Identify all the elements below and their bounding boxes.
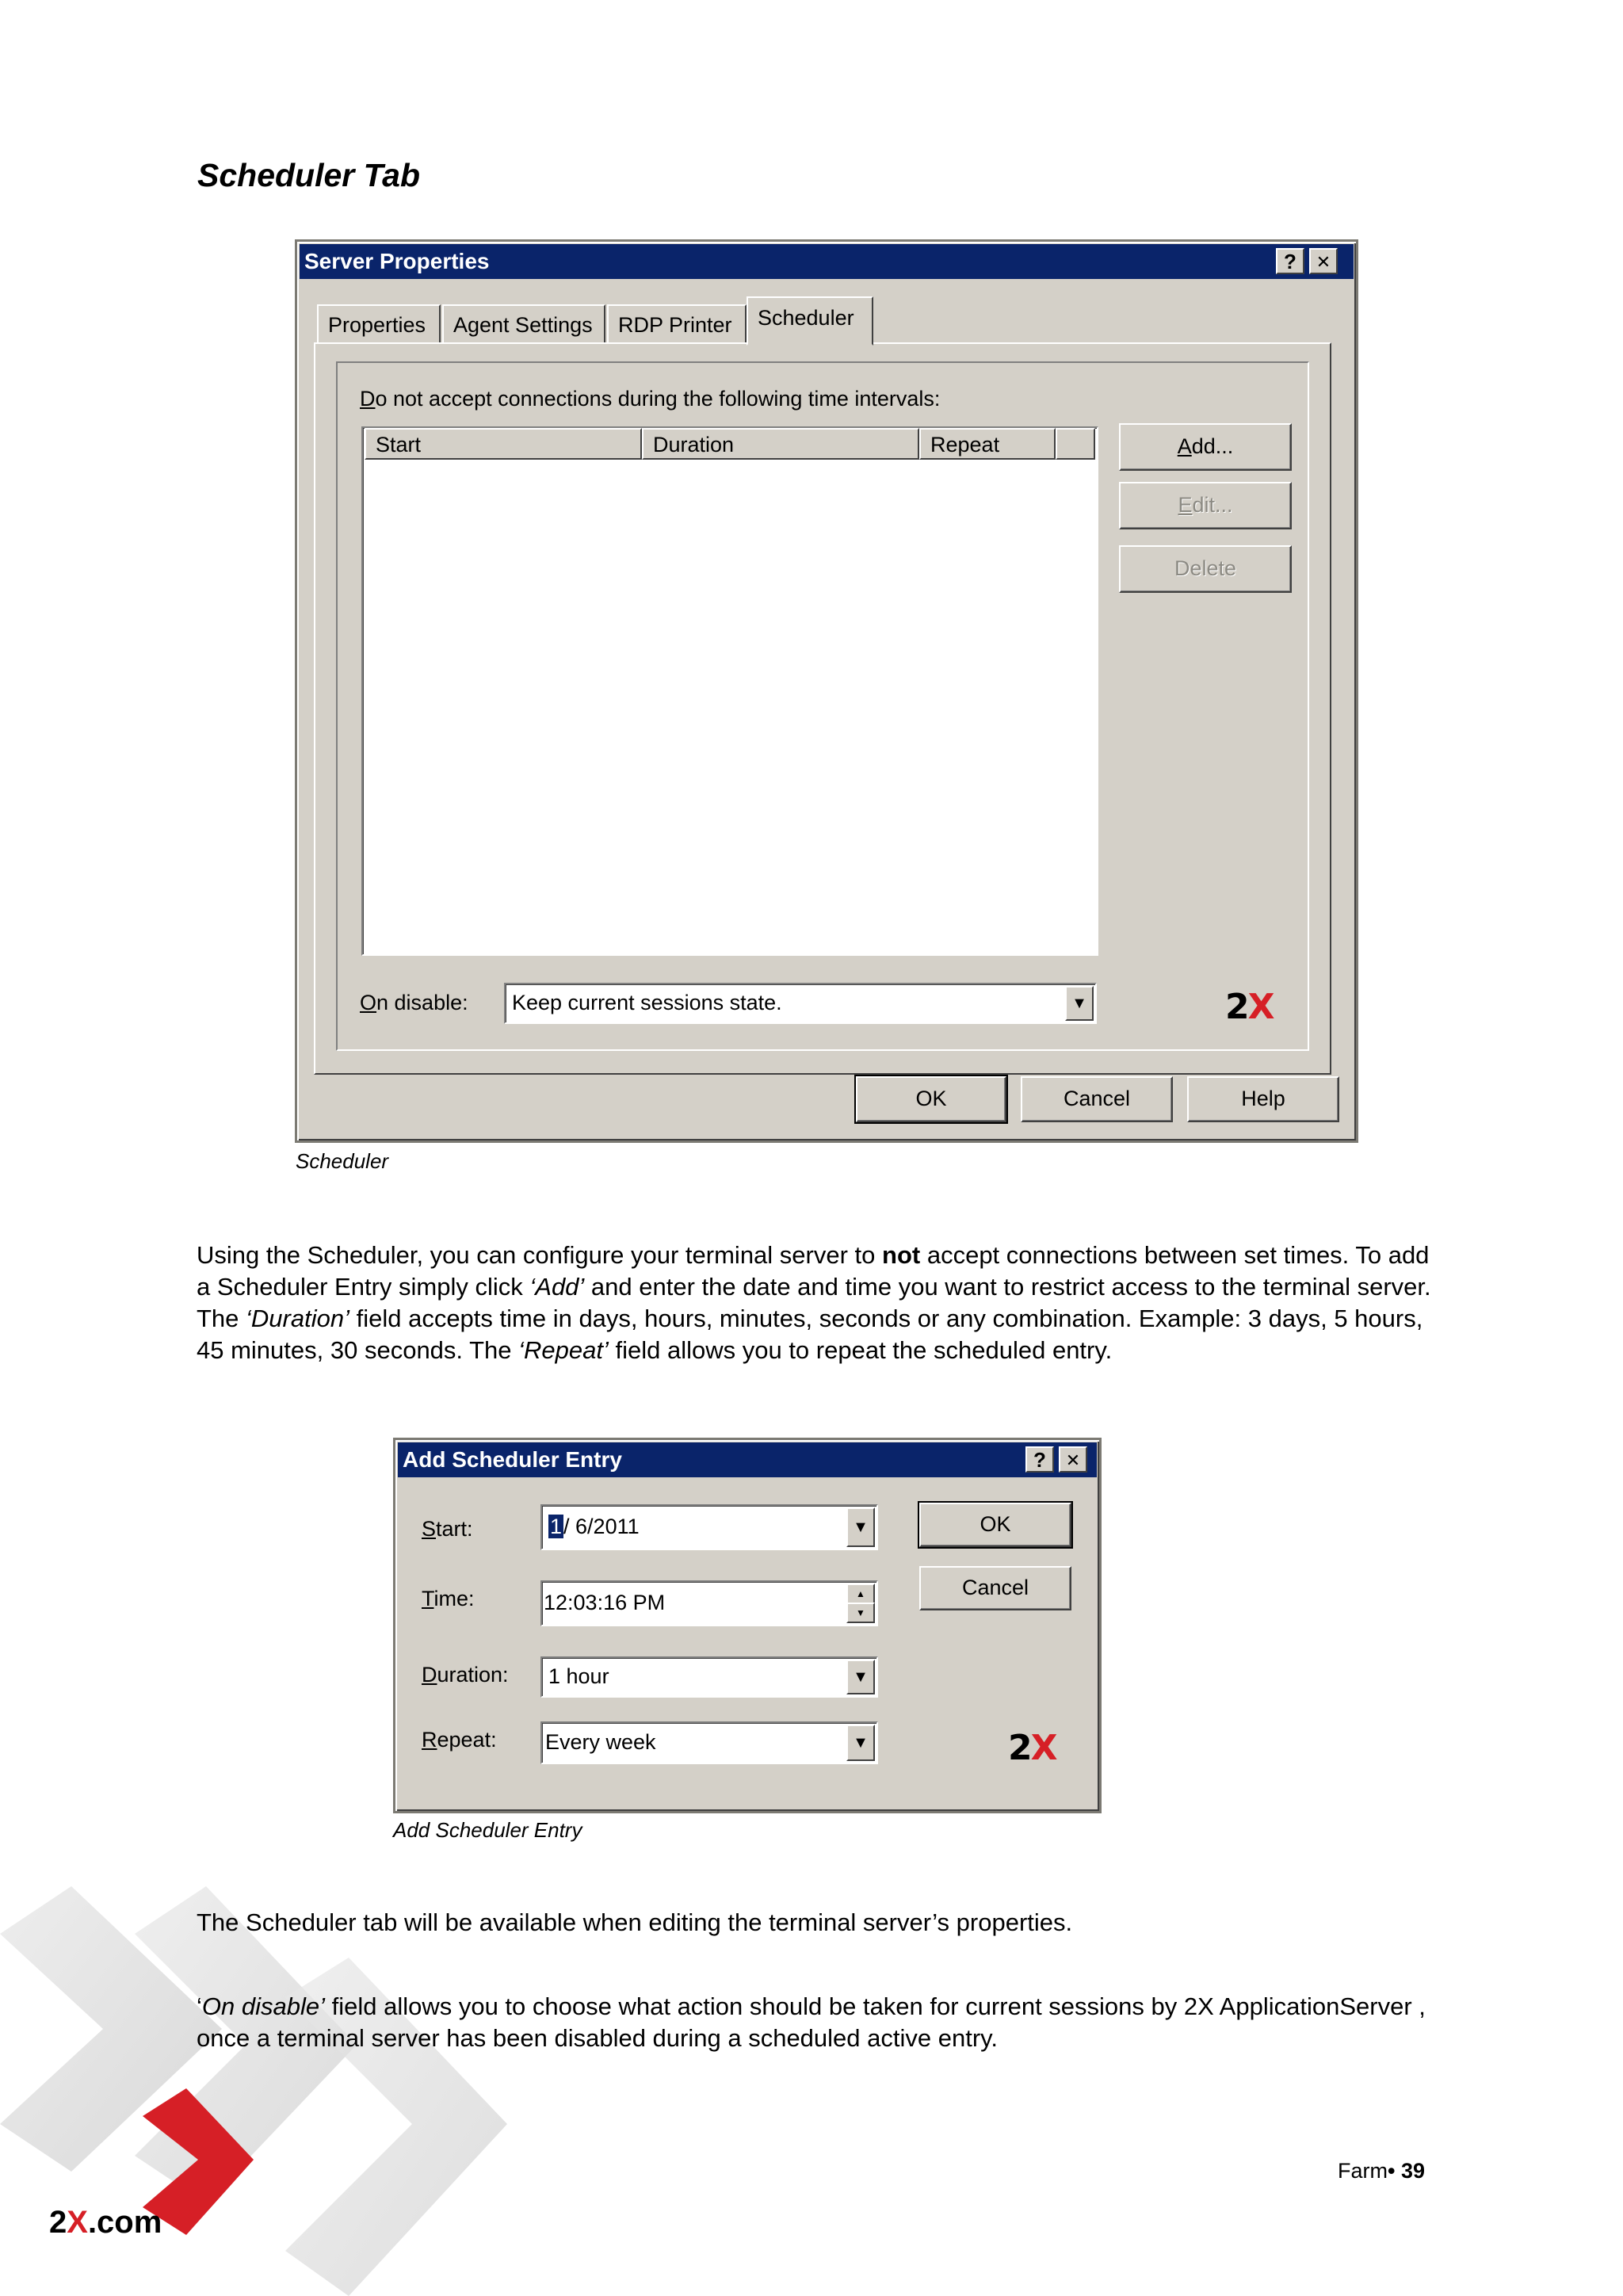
time-label: Time: <box>422 1587 475 1610</box>
figure-caption-scheduler: Scheduler <box>296 1149 389 1173</box>
cancel-button[interactable]: Cancel <box>1021 1076 1173 1122</box>
help-button[interactable]: Help <box>1187 1076 1339 1122</box>
help-icon[interactable]: ? <box>1025 1446 1054 1473</box>
start-date-value: / 6/2011 <box>563 1515 640 1538</box>
duration-value: 1 hour <box>548 1664 609 1688</box>
edit-button[interactable]: Edit... <box>1119 482 1292 529</box>
page-number: 39 <box>1395 2159 1425 2183</box>
2x-logo: 2X <box>1225 987 1274 1027</box>
tab-agent-settings[interactable]: Agent Settings <box>442 304 605 344</box>
chevron-down-icon[interactable]: ▼ <box>1065 986 1094 1021</box>
start-date-selected-part: 1 <box>550 1515 563 1538</box>
on-disable-value: Keep current sessions state. <box>512 991 782 1014</box>
add-entry-titlebar <box>398 1442 1097 1477</box>
window-title: Server Properties <box>304 249 490 273</box>
repeat-label: Repeat: <box>422 1728 497 1752</box>
footer-section: Farm <box>1338 2159 1388 2183</box>
schedule-list[interactable] <box>361 426 1098 956</box>
help-icon[interactable]: ? <box>1276 248 1304 274</box>
2x-logo: 2X <box>1008 1728 1056 1768</box>
paragraph-on-disable: ‘On disable’ field allows you to choose what action should be taken for current sessions by 2X ApplicationServer , once a terminal server has been disabled during a scheduled active entry. <box>197 1992 1426 2052</box>
figure-caption-add-entry: Add Scheduler Entry <box>393 1818 582 1842</box>
duration-combo[interactable] <box>540 1656 878 1698</box>
time-value: 12:03:16 PM <box>544 1591 666 1614</box>
page-footer <box>1338 2159 1425 2183</box>
paragraph-scheduler-intro: Using the Scheduler, you can configure your terminal server to not accept connections between set times. To add a Scheduler Entry simply click ‘Add’ and enter the date and time you want to restrict access to the terminal server. The ‘Duration’ field accepts time in days, hours, minutes, seconds or any combination. Example: 3 days, 5 hours, 45 minutes, 30 seconds. The ‘Repeat’ field allows you to repeat the scheduled entry. <box>197 1241 1431 1364</box>
chevron-down-icon[interactable]: ▼ <box>846 1725 875 1761</box>
section-heading: Scheduler Tab <box>197 157 420 193</box>
paragraph-scheduler-availability: The Scheduler tab will be available when editing the terminal server’s properties. <box>197 1908 1073 1936</box>
column-header-start[interactable]: Start <box>365 428 642 460</box>
ok-button[interactable]: OK <box>856 1076 1006 1122</box>
brand-footer-logo: 2X.com <box>49 2205 162 2240</box>
close-icon[interactable]: ✕ <box>1059 1446 1087 1473</box>
chevron-down-icon[interactable]: ▼ <box>846 1660 875 1694</box>
tab-properties[interactable]: Properties <box>317 304 441 344</box>
close-icon[interactable]: ✕ <box>1309 248 1338 274</box>
chevron-down-icon[interactable]: ▼ <box>846 1507 875 1547</box>
column-header-duration[interactable]: Duration <box>642 428 919 460</box>
repeat-combo[interactable] <box>540 1721 878 1764</box>
spin-up-icon[interactable]: ▲ <box>846 1584 875 1604</box>
time-spinner[interactable] <box>540 1580 878 1626</box>
repeat-value: Every week <box>545 1730 656 1754</box>
footer-bullet: • <box>1388 2159 1396 2183</box>
group-label: Do not accept connections during the following time intervals: <box>360 387 941 411</box>
start-label: Start: <box>422 1517 473 1541</box>
spin-down-icon[interactable]: ▼ <box>846 1603 875 1623</box>
tab-scheduler[interactable]: Scheduler <box>747 296 873 346</box>
column-header-repeat[interactable]: Repeat <box>919 428 1056 460</box>
window-title: Add Scheduler Entry <box>403 1447 622 1472</box>
server-properties-titlebar <box>300 244 1354 279</box>
column-header-filler <box>1056 428 1095 460</box>
add-entry-cancel-button[interactable]: Cancel <box>919 1566 1071 1610</box>
on-disable-combo[interactable] <box>504 983 1097 1024</box>
tab-rdp-printer[interactable]: RDP Printer <box>607 304 747 344</box>
start-date-picker[interactable] <box>540 1504 878 1550</box>
on-disable-label: On disable: <box>360 991 468 1014</box>
duration-label: Duration: <box>422 1663 509 1687</box>
delete-button[interactable]: Delete <box>1119 545 1292 593</box>
add-entry-ok-button[interactable]: OK <box>919 1503 1071 1547</box>
add-button[interactable]: Add... <box>1119 423 1292 471</box>
